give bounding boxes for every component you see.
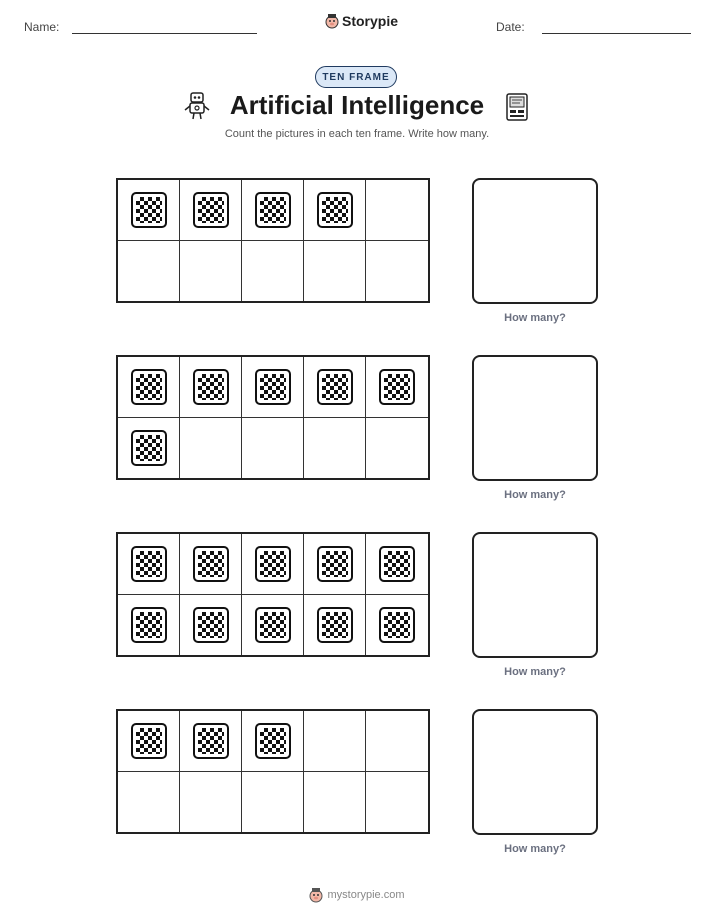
brand-name: Storypie — [342, 13, 399, 29]
ten-frame-cell — [366, 418, 428, 479]
ten-frame-cell — [118, 772, 180, 833]
ten-frame — [116, 178, 430, 303]
ten-frame-cell — [242, 772, 304, 833]
ten-frame-cell — [366, 180, 428, 241]
chip-icon — [131, 192, 167, 228]
instructions: Count the pictures in each ten frame. Write how many. — [224, 128, 490, 140]
ten-frame — [116, 532, 430, 657]
pig-mascot-icon — [309, 887, 323, 903]
ten-frame-cell — [304, 595, 366, 656]
pig-mascot-icon — [325, 13, 339, 29]
chip-icon — [255, 192, 291, 228]
ten-frame-cell — [366, 241, 428, 302]
date-field[interactable] — [542, 33, 691, 34]
answer-box[interactable] — [472, 532, 598, 658]
ten-frame-cell — [242, 595, 304, 656]
how-many-label: How many? — [504, 666, 566, 678]
ten-frame-cell — [180, 772, 242, 833]
chip-icon — [379, 546, 415, 582]
ten-frame-cell — [304, 772, 366, 833]
chip-icon — [131, 369, 167, 405]
ten-frame-cell — [118, 180, 180, 241]
ten-frame-cell — [118, 595, 180, 656]
ten-frame-cell — [180, 357, 242, 418]
ten-frame-cell — [118, 241, 180, 302]
ten-frame-cell — [304, 711, 366, 772]
chip-icon — [193, 369, 229, 405]
name-label: Name: — [24, 20, 60, 34]
answer-box[interactable] — [472, 178, 598, 304]
ten-frame-cell — [366, 711, 428, 772]
how-many-label: How many? — [504, 843, 566, 855]
date-label: Date: — [496, 20, 525, 34]
chip-icon — [193, 607, 229, 643]
chip-icon — [255, 607, 291, 643]
ten-frame-cell — [304, 418, 366, 479]
ten-frame-cell — [180, 595, 242, 656]
ten-frame-cell — [180, 418, 242, 479]
ten-frame-cell — [118, 534, 180, 595]
ten-frame-cell — [118, 357, 180, 418]
ten-frame-cell — [304, 534, 366, 595]
chip-icon — [255, 723, 291, 759]
chip-icon — [317, 369, 353, 405]
footer-site: mystorypie.com — [327, 889, 405, 901]
chip-icon — [131, 546, 167, 582]
ten-frame-cell — [304, 357, 366, 418]
brand-logo — [325, 13, 398, 29]
ten-frame-cell — [242, 534, 304, 595]
ten-frame-cell — [242, 711, 304, 772]
ten-frame-cell — [304, 241, 366, 302]
chip-icon — [193, 192, 229, 228]
chip-icon — [193, 546, 229, 582]
worksheet-type-badge: TEN FRAME — [315, 66, 397, 88]
ten-frame-cell — [366, 534, 428, 595]
ten-frame-cell — [242, 241, 304, 302]
ten-frame-cell — [242, 180, 304, 241]
ten-frame-cell — [366, 595, 428, 656]
computer-icon — [506, 93, 528, 121]
worksheet-title: Artificial Intelligence — [229, 90, 485, 120]
ten-frame — [116, 355, 430, 480]
chip-icon — [131, 723, 167, 759]
chip-icon — [317, 607, 353, 643]
chip-icon — [255, 369, 291, 405]
ten-frame-cell — [180, 534, 242, 595]
ten-frame-cell — [366, 357, 428, 418]
ten-frame-cell — [118, 418, 180, 479]
ten-frame — [116, 709, 430, 834]
chip-icon — [317, 546, 353, 582]
chip-icon — [379, 369, 415, 405]
ten-frame-cell — [180, 711, 242, 772]
answer-box[interactable] — [472, 709, 598, 835]
ten-frame-cell — [242, 357, 304, 418]
footer — [0, 887, 714, 903]
ten-frame-cell — [366, 772, 428, 833]
chip-icon — [131, 607, 167, 643]
name-field[interactable] — [72, 33, 257, 34]
ten-frame-cell — [118, 711, 180, 772]
ten-frame-cell — [304, 180, 366, 241]
chip-icon — [131, 430, 167, 466]
chip-icon — [193, 723, 229, 759]
how-many-label: How many? — [504, 312, 566, 324]
how-many-label: How many? — [504, 489, 566, 501]
ten-frame-cell — [180, 241, 242, 302]
chip-icon — [317, 192, 353, 228]
ten-frame-cell — [180, 180, 242, 241]
chip-icon — [379, 607, 415, 643]
answer-box[interactable] — [472, 355, 598, 481]
ten-frame-cell — [242, 418, 304, 479]
chip-icon — [255, 546, 291, 582]
